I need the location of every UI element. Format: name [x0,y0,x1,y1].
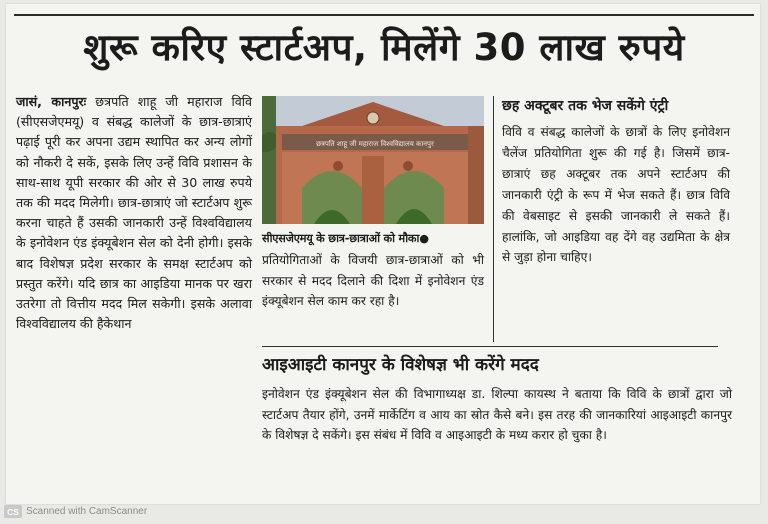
camscanner-logo-icon: CS [4,505,22,518]
sub-body: इनोवेशन एंड इंक्यूबेशन सेल की विभागाध्यक्ष डा. शिल्पा कायस्थ ने बताया कि विवि के छात्रों द्वारा जो स्टार्टअप तैयार होंगे, उनमें मार्केटिंग व आय का स्रोत कैसे बने। इस तरह की जानकारियां आइआइटी कानपुर के विशेषज्ञ दे सकेंगे। इस संबंध में विवि व आइआइटी के मध्य करार हो चुका है। [262,387,732,442]
lead-body: छत्रपति शाहू जी महाराज विवि (सीएसजेएमयू) व संबद्ध कालेजों के छात्र-छात्राएं पढ़ाई पूरी कर अपना उद्यम स्थापित कर अन्य लोगों को नौकरी दे सकें, इसके लिए उन्हें विवि प्रशासन के साथ-साथ यूपी सरकार की ओर से 30 लाख रुपये तक की मदद मिलेगी। छात्र-छात्राएं जो स्टार्टअप शुरू करना चाहते हैं उसकी जानकारी उन्हें विश्वविद्यालय के इनोवेशन एंड इंक्यूबेशन सेल को देनी होगी। इसके बाद विशेषज्ञ प्रदेश सरकार के समक्ष स्टार्टअप को प्रस्तुत करेंगे। यदि छात्र का आइडिया मानक पर खरा उतरेगा तो वित्तीय मदद मिल सकेगी। इसके अलावा विश्वविद्यालय की हैकेथान [16,94,252,332]
side-heading: छह अक्टूबर तक भेज सकेंगे एंट्री [502,98,669,114]
photo-caption: सीएसजेएमयू के छात्र-छात्राओं को मौका● [262,232,429,245]
scanner-watermark [4,505,147,518]
side-body: विवि व संबद्ध कालेजों के छात्रों के लिए इनोवेशन चैलेंज प्रतियोगिता शुरू की गई है। जिसमें छात्र-छात्राएं छह अक्टूबर तक अपने स्टार्टअप की जानकारी एंट्री के रूप में भेज सकते हैं। छात्र विवि की वेबसाइट से इसकी जानकारी ले सकते हैं। हालांकि, जो आइडिया वह देंगे वह उद्यमिता के क्षेत्र से जुड़ा होना चाहिए। [502,125,730,265]
gate-illustration [262,96,484,224]
top-rule [14,14,754,16]
gate-sign: छत्रपति शाहू जी महाराज विश्वविद्यालय कानपुर [316,140,434,148]
mid-body: प्रतियोगिताओं के विजयी छात्र-छात्राओं को भी सरकार से मदद दिलाने की दिशा में इनोवेशन एंड इंक्यूबेशन सेल काम कर रहा है। [262,253,484,308]
sub-heading: आइआइटी कानपुर के विशेषज्ञ भी करेंगे मदद [262,355,539,375]
section-divider [262,346,718,347]
university-gate-photo [262,96,484,224]
dateline: जासं, कानपुरः [16,94,87,109]
lead-column [16,92,252,334]
scanner-label: Scanned with CamScanner [26,506,148,517]
headline: शुरू करिए स्टार्टअप, मिलेंगे 30 लाख रुपये [83,26,685,69]
column-divider [493,96,494,342]
